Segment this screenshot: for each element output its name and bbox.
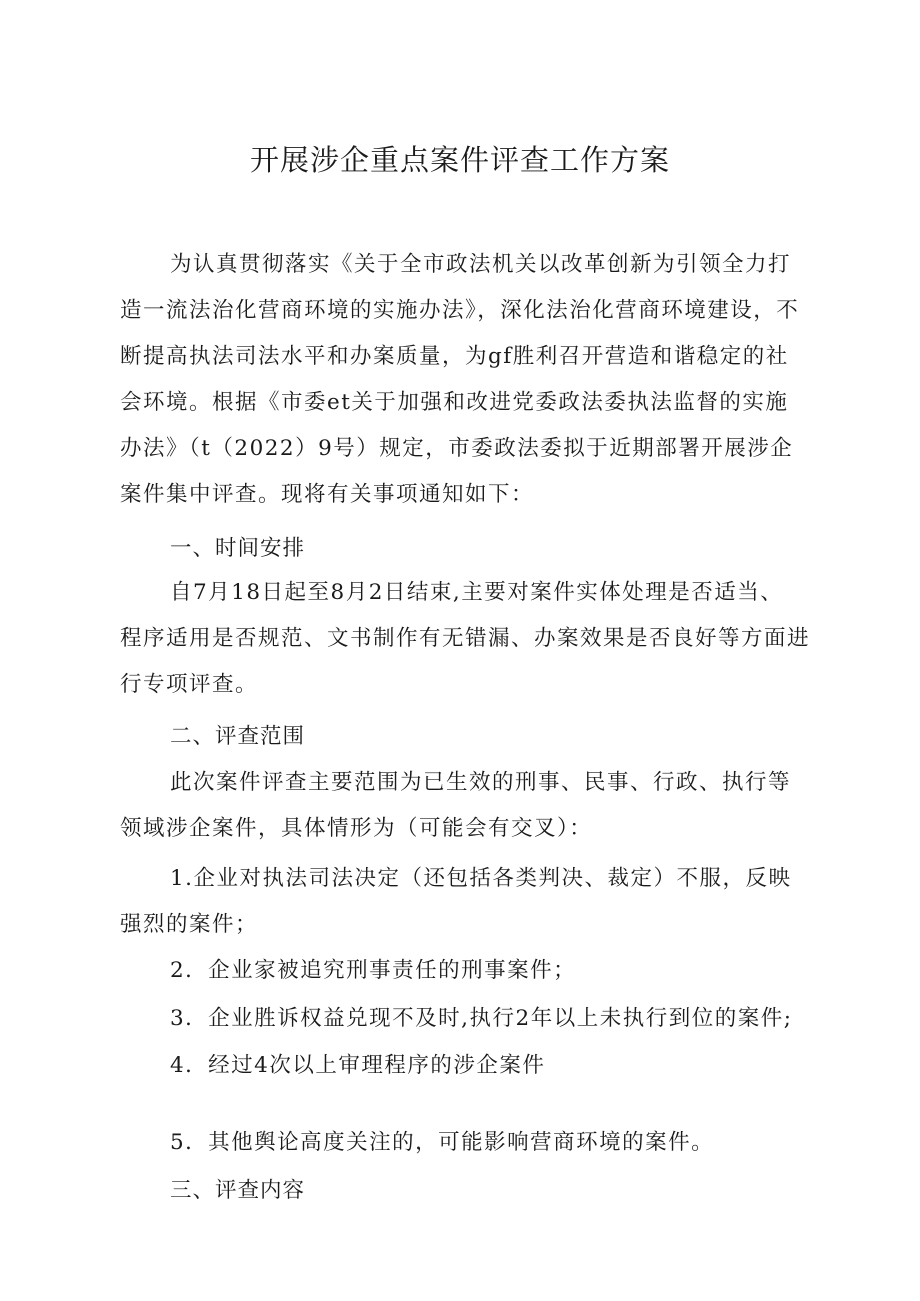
- section-heading-scope: 二、评查范围: [170, 724, 306, 749]
- paragraph-line: 此次案件评查主要范围为已生效的刑事、民事、行政、执行等: [170, 770, 792, 795]
- section-time-paragraph: [120, 570, 810, 708]
- section-scope-paragraph: [120, 760, 810, 852]
- paragraph-line: 行专项评查。: [120, 672, 259, 697]
- intro-line: 为认真贯彻落实《关于全市政法机关以改革创新为引领全力打: [170, 252, 792, 277]
- intro-paragraph: [120, 242, 810, 518]
- list-item-line: 1.企业对执法司法决定（还包括各类判决、裁定）不服，反映: [170, 866, 792, 891]
- list-item-line: 3．企业胜诉权益兑现不及时,执行2年以上未执行到位的案件;: [170, 1006, 793, 1031]
- scope-item-1: [120, 856, 810, 948]
- intro-line: 办法》（t（2022）9号）规定，市委政法委拟于近期部署开展涉企: [120, 436, 794, 461]
- list-item-line: 5．其他舆论高度关注的，可能影响营商环境的案件。: [170, 1130, 715, 1155]
- section-heading-time: 一、时间安排: [170, 536, 306, 561]
- paragraph-line: 领域涉企案件，具体情形为（可能会有交叉）：: [120, 816, 593, 841]
- intro-line: 造一流法治化营商环境的实施办法》，深化法治化营商环境建设，不: [120, 298, 800, 323]
- intro-line: 断提高执法司法水平和办案质量，为gf胜利召开营造和谐稳定的社: [120, 344, 789, 369]
- paragraph-line: 程序适用是否规范、文书制作有无错漏、办案效果是否良好等方面进: [120, 626, 811, 651]
- paragraph-line: 自7月18日起至8月2日结束,主要对案件实体处理是否适当、: [170, 580, 784, 605]
- list-item-line: 2．企业家被追究刑事责任的刑事案件；: [170, 958, 577, 983]
- scope-item-3: [120, 996, 810, 1042]
- scope-item-5: [120, 1120, 810, 1166]
- list-item-line: 4．经过4次以上审理程序的涉企案件: [170, 1053, 546, 1078]
- scope-item-2: [120, 948, 810, 994]
- intro-line: 案件集中评查。现将有关事项通知如下：: [120, 482, 535, 507]
- document-title: 开展涉企重点案件评查工作方案: [249, 143, 670, 177]
- section-heading-content: 三、评查内容: [170, 1178, 306, 1203]
- scope-item-4: [120, 1043, 810, 1089]
- intro-line: 会环境。根据《市委et关于加强和改进党委政法委执法监督的实施: [120, 390, 789, 415]
- list-item-line: 强烈的案件；: [120, 912, 259, 937]
